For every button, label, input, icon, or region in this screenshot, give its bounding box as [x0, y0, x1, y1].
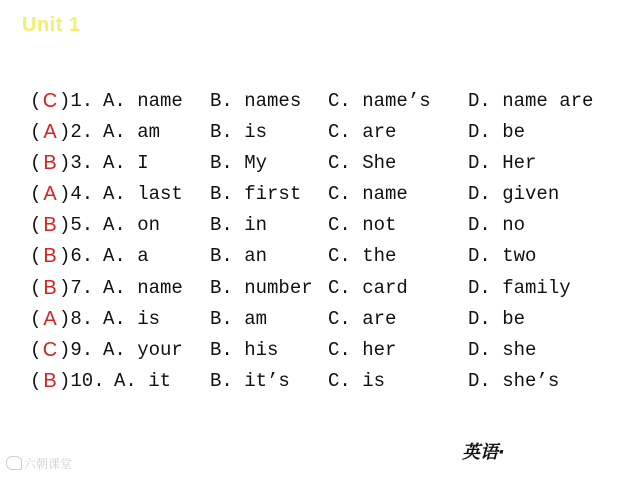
watermark-text: 六朝课堂: [24, 457, 73, 471]
chat-bubble-icon: [6, 456, 22, 470]
number-text: 3.: [70, 152, 94, 175]
option-a: A. name: [103, 276, 183, 299]
answer-1: C: [42, 90, 58, 112]
question-number: )4.: [59, 183, 94, 206]
option-c: C. not: [328, 214, 397, 237]
question-number: )3.: [59, 152, 94, 175]
question-number: )10.: [59, 369, 105, 392]
number-text: 9.: [70, 338, 94, 361]
question-row-1: [0, 86, 640, 117]
open-paren: (: [30, 152, 42, 175]
question-row-6: [0, 241, 640, 272]
answer-4: A: [43, 183, 57, 206]
option-d: D. she’s: [468, 369, 560, 392]
question-number: )7.: [59, 276, 94, 299]
answer-5: B: [43, 214, 57, 237]
option-b: B. his: [210, 338, 279, 361]
question-number: )8.: [59, 307, 94, 330]
unit-title: Unit 1: [22, 14, 81, 36]
question-number: )6.: [59, 245, 94, 268]
option-d: D. she: [468, 338, 537, 361]
option-c: C. is: [328, 369, 386, 392]
option-a: A. I: [103, 152, 149, 175]
open-paren: (: [30, 245, 42, 268]
option-b: B. it’s: [210, 369, 290, 392]
option-b: B. names: [210, 90, 302, 112]
question-row-5: [0, 210, 640, 241]
option-c: C. She: [328, 152, 397, 175]
option-b: B. am: [210, 307, 268, 330]
answer-6: B: [43, 245, 57, 268]
answer-2: A: [43, 121, 57, 144]
number-text: 6.: [70, 245, 94, 268]
open-paren: (: [30, 276, 42, 299]
open-paren: (: [30, 121, 42, 144]
option-c: C. card: [328, 276, 408, 299]
option-a: A. on: [103, 214, 161, 237]
question-row-2: [0, 117, 640, 148]
option-d: D. be: [468, 307, 526, 330]
question-row-9: [0, 335, 640, 366]
question-number: )5.: [59, 214, 94, 237]
option-b: B. number: [210, 276, 313, 299]
question-row-7: [0, 273, 640, 304]
option-d: D. family: [468, 276, 571, 299]
option-d: D. no: [468, 214, 526, 237]
question-number: )2.: [59, 121, 94, 144]
answer-3: B: [43, 152, 57, 175]
option-c: C. her: [328, 338, 397, 361]
option-b: B. My: [210, 152, 268, 175]
open-paren: (: [30, 214, 42, 237]
question-row-8: [0, 304, 640, 335]
option-b: B. is: [210, 121, 268, 144]
option-c: C. are: [328, 121, 397, 144]
option-a: A. last: [103, 183, 183, 206]
question-number: )9.: [59, 338, 94, 361]
open-paren: (: [30, 307, 42, 330]
question-list: [0, 86, 640, 397]
option-d: D. two: [468, 245, 537, 268]
option-c: C. the: [328, 245, 397, 268]
option-a: A. it: [114, 369, 172, 392]
option-b: B. first: [210, 183, 302, 206]
open-paren: (: [30, 369, 42, 392]
option-d: D. name are: [468, 90, 594, 112]
number-text: 7.: [70, 276, 94, 299]
footer-subject-label: 英语·: [462, 442, 505, 463]
open-paren: (: [30, 183, 42, 206]
option-a: A. is: [103, 307, 161, 330]
number-text: 10.: [70, 369, 105, 392]
option-c: C. name: [328, 183, 408, 206]
option-b: B. in: [210, 214, 268, 237]
option-a: A. name: [103, 90, 183, 112]
question-number: )1.: [59, 90, 94, 112]
option-d: D. given: [468, 183, 560, 206]
number-text: 8.: [70, 307, 94, 330]
answer-10: B: [43, 369, 57, 392]
option-c: C. name’s: [328, 90, 431, 112]
question-row-4: [0, 179, 640, 210]
open-paren: (: [30, 338, 42, 361]
option-d: D. be: [468, 121, 526, 144]
answer-7: B: [43, 276, 57, 299]
watermark: [6, 455, 72, 472]
number-text: 5.: [70, 214, 94, 237]
number-text: 4.: [70, 183, 94, 206]
open-paren: (: [30, 90, 42, 112]
question-row-10: [0, 366, 640, 397]
answer-9: C: [42, 338, 58, 361]
option-c: C. are: [328, 307, 397, 330]
option-a: A. am: [103, 121, 161, 144]
option-a: A. a: [103, 245, 149, 268]
number-text: 1.: [70, 90, 94, 112]
option-d: D. Her: [468, 152, 537, 175]
question-row-3: [0, 148, 640, 179]
number-text: 2.: [70, 121, 94, 144]
answer-8: A: [43, 307, 57, 330]
option-b: B. an: [210, 245, 268, 268]
option-a: A. your: [103, 338, 183, 361]
